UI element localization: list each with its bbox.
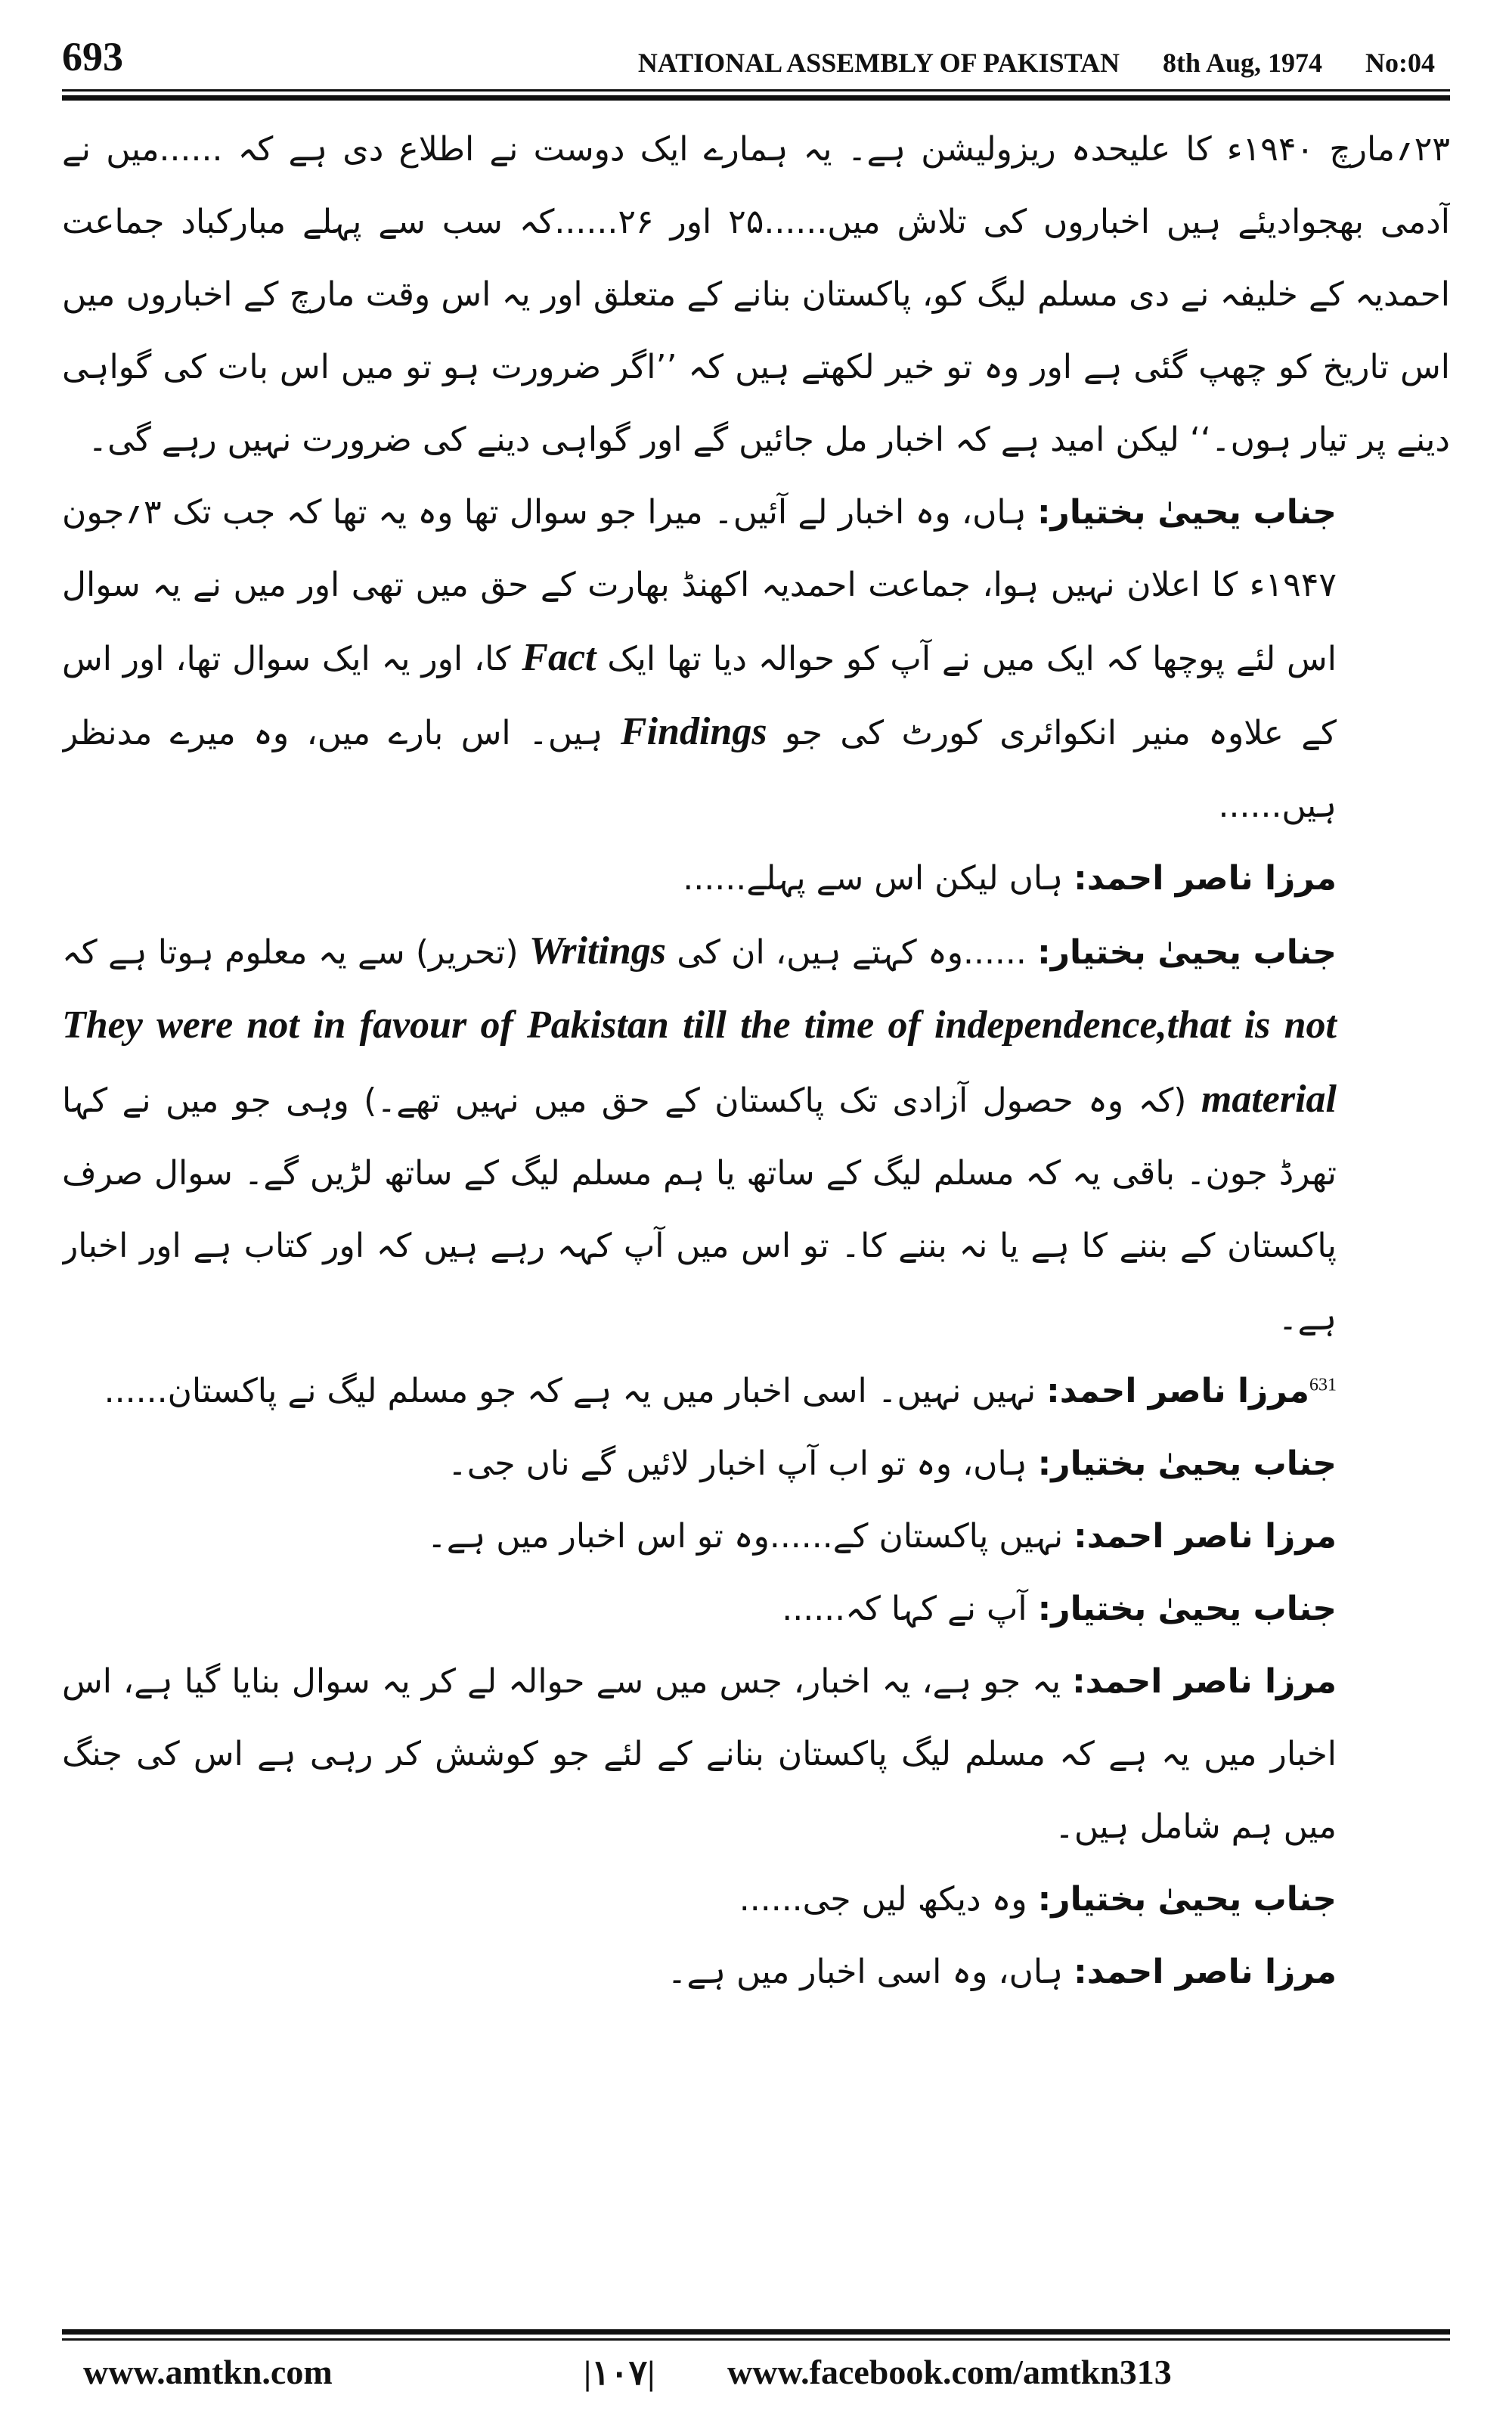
speech-text: وہ دیکھ لیں جی...... (739, 1880, 1038, 1919)
page-number: 693 (62, 34, 123, 79)
speech-text: کا، اور یہ ایک سوال تھا، اور اس کے علاوہ منیر انکوائری کورٹ کی جو (62, 640, 1337, 752)
paragraph-8 (62, 1573, 1450, 1646)
speaker-name: مرزا ناصر احمد: (1072, 1662, 1337, 1701)
speech-text: ......وہ کہتے ہیں، ان کی (666, 933, 1038, 972)
speaker-name: مرزا ناصر احمد: (1046, 1372, 1309, 1410)
speaker-name: جناب یحییٰ بختیار: (1037, 1880, 1337, 1919)
issue-number: No:04 (1365, 48, 1435, 78)
page-footer (62, 2352, 1450, 2405)
speaker-name: جناب یحییٰ بختیار: (1037, 933, 1337, 972)
speaker-name: جناب یحییٰ بختیار: (1037, 1444, 1337, 1483)
paragraph-2 (62, 476, 1450, 842)
transcript-body (62, 113, 1450, 2314)
speech-text: یہ جو ہے، یہ اخبار، جس میں سے حوالہ لے کر یہ سوال بنایا گیا ہے، اس اخبار میں یہ ہے کہ مسلم لیگ پاکستان بنانے کے لئے جو کوشش کر رہی ہے اس کی جنگ میں ہم شامل ہیں۔ (62, 1662, 1337, 1846)
paragraph-11 (62, 1936, 1450, 2009)
session-date: 8th Aug, 1974 (1162, 48, 1322, 78)
paragraph-7 (62, 1500, 1450, 1573)
footer-rule-bottom (62, 2338, 1450, 2341)
footer-rule-top (62, 2329, 1450, 2335)
speech-text: (تحریر) سے یہ معلوم ہوتا ہے کہ (62, 933, 529, 972)
speech-text: ہاں، وہ تو اب آپ اخبار لائیں گے ناں جی۔ (447, 1444, 1038, 1483)
speech-text: نہیں نہیں۔ اسی اخبار میں یہ ہے کہ جو مسلم لیگ نے پاکستان...... (104, 1372, 1047, 1410)
paragraph-5 (62, 1355, 1450, 1428)
speech-text: آپ نے کہا کہ...... (782, 1590, 1038, 1628)
website-link[interactable]: www.amtkn.com (83, 2353, 333, 2391)
header-rule-bottom (62, 95, 1450, 101)
english-term: Writings (528, 929, 667, 973)
speaker-name: مرزا ناصر احمد: (1074, 1517, 1337, 1556)
paragraph-10 (62, 1863, 1450, 1936)
publication-title: NATIONAL ASSEMBLY OF PAKISTAN (637, 48, 1120, 78)
english-term: Findings (620, 710, 767, 753)
english-term: Fact (522, 636, 596, 679)
header-rule-top (62, 89, 1450, 92)
english-quote: They were not in favour of Pakistan till the time of independence,that is not material (62, 1004, 1337, 1121)
header-meta (638, 47, 1435, 79)
footnote-marker: 631 (1309, 1375, 1337, 1395)
facebook-link[interactable]: www.facebook.com/amtkn313 (727, 2353, 1172, 2391)
page-header (62, 30, 1450, 91)
speech-text: نہیں پاکستان کے......وہ تو اس اخبار میں ہے۔ (426, 1517, 1074, 1556)
paragraph-1: ۲۳؍مارچ ۱۹۴۰ء کا علیحدہ ریزولیشن ہے۔ یہ ہمارے ایک دوست نے اطلاع دی ہے کہ ......میں نے آدمی بھجوادیئے ہیں اخباروں کی تلاش میں......۲۵ اور ۲۶......کہ سب سے پہلے مبارکباد جماعت احمدیہ کے خلیفہ نے دی مسلم لیگ کو، پاکستان بنانے کے متعلق اور یہ اس وقت مارچ کے اخباروں میں اس تاریخ کو چھپ گئی ہے اور وہ تو خیر لکھتے ہیں کہ ’’اگر ضرورت ہو تو میں اس بات کی گواہی دینے پر تیار ہوں۔‘‘ لیکن امید ہے کہ اخبار مل جائیں گے اور گواہی دینے کی ضرورت نہیں رہے گی۔ (62, 130, 1450, 459)
paragraph-9 (62, 1646, 1450, 1863)
speech-text: ہاں لیکن اس سے پہلے...... (683, 859, 1074, 898)
speech-text: ہیں۔ اس بارے میں، وہ میرے مدنظر ہیں...... (62, 714, 1337, 825)
paragraph-4 (62, 915, 1450, 1355)
speaker-name: جناب یحییٰ بختیار: (1036, 493, 1337, 532)
book-page-reference: |۱۰۷| (584, 2353, 655, 2392)
speaker-name: مرزا ناصر احمد: (1074, 1953, 1337, 1991)
speech-text: ہاں، وہ اسی اخبار میں ہے۔ (667, 1953, 1074, 1991)
speaker-name: مرزا ناصر احمد: (1074, 859, 1337, 898)
speaker-name: جناب یحییٰ بختیار: (1037, 1590, 1337, 1628)
speech-text: ہاں، وہ اخبار لے آئیں۔ میرا جو سوال تھا وہ یہ تھا کہ جب تک ۳؍جون ۱۹۴۷ء کا اعلان نہیں ہوا، جماعت احمدیہ اکھنڈ بھارت کے حق میں تھی اور میں نے یہ سوال اس لئے پوچھا کہ ایک میں نے آپ کو حوالہ دیا تھا ایک (62, 493, 1337, 678)
paragraph-3 (62, 842, 1450, 915)
paragraph-6 (62, 1428, 1450, 1500)
speech-text: (کہ وہ حصول آزادی تک پاکستان کے حق میں نہیں تھے۔) وہی جو میں نے کہا تھرڈ جون۔ باقی یہ کہ مسلم لیگ کے ساتھ یا ہم مسلم لیگ کے ساتھ لڑیں گے۔ سوال صرف پاکستان کے بننے کا ہے یا نہ بننے کا۔ تو اس میں آپ کہہ رہے ہیں کہ اور کتاب ہے اور اخبار ہے۔ (62, 1081, 1337, 1338)
